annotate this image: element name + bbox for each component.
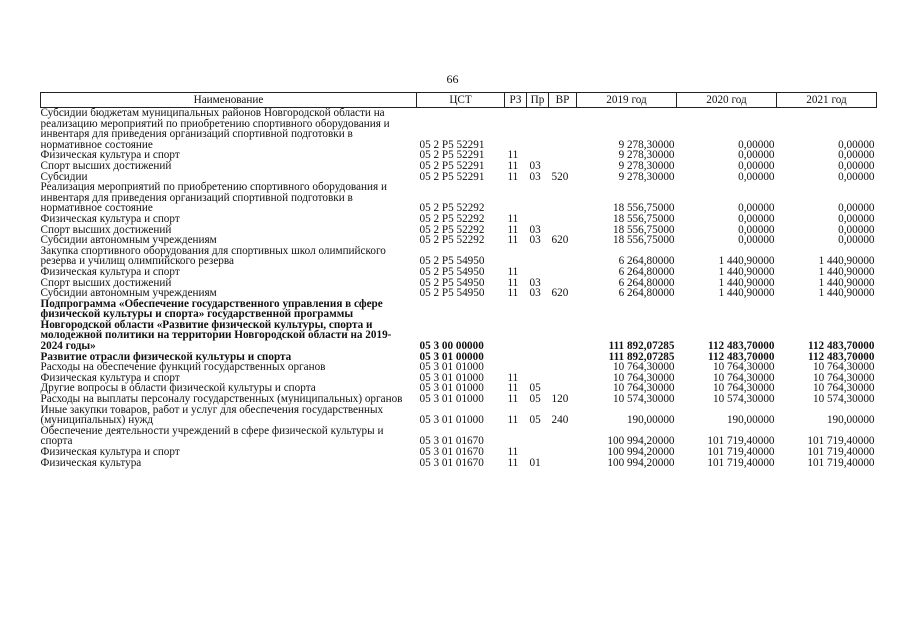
cell-cst: 05 3 01 01000	[419, 382, 484, 395]
cell-2021: 0,00000	[838, 159, 875, 172]
header-pr: Пр	[527, 93, 549, 108]
cell-name: Субсидии бюджетам муниципальных районов Новгородской области на реализацию мероприятий по приобретению спортивного оборудования и инвентаря для приведения организаций спортивной подготовки в нормативное состояние	[40, 107, 390, 151]
cell-vr	[549, 161, 577, 172]
cell-2020: 10 764,30000	[712, 371, 775, 384]
cell-2021: 0,00000	[838, 212, 875, 225]
cell-2019: 18 556,75000	[612, 202, 675, 215]
cell-name: Физическая культура	[40, 456, 142, 469]
cell-vr	[549, 426, 577, 447]
cell-2021: 10 764,30000	[812, 382, 875, 395]
cell-2020: 0,00000	[738, 149, 775, 162]
cell-pr	[527, 299, 549, 352]
cell-cst: 05 2 P5 52292	[419, 202, 485, 215]
page-number: 66	[446, 72, 459, 86]
cell-2021: 101 719,40000	[807, 456, 875, 469]
cell-2020: 10 764,30000	[712, 361, 775, 374]
cell-2021: 10 574,30000	[812, 393, 875, 406]
table-row	[41, 182, 877, 214]
cell-name: Реализация мероприятий по приобретению спортивного оборудования и инвентаря для приведения организаций спортивной подготовки в нормативное состояние	[40, 181, 387, 215]
cell-cst: 05 2 P5 52292	[419, 212, 485, 225]
cell-rz: 11	[507, 170, 519, 183]
header-2020: 2020 год	[677, 93, 777, 108]
cell-pr: 05	[529, 393, 541, 406]
cell-rz: 11	[507, 456, 519, 469]
cell-2020: 101 719,40000	[707, 446, 775, 458]
header-2021: 2021 год	[777, 93, 877, 108]
cell-2021: 190,00000	[826, 414, 875, 427]
table-row	[41, 447, 877, 458]
table-row	[41, 267, 877, 278]
cell-rz	[505, 352, 527, 363]
cell-vr	[549, 352, 577, 363]
cell-vr: 120	[551, 393, 569, 406]
cell-2020: 101 719,40000	[707, 435, 775, 448]
cell-2020: 0,00000	[738, 159, 775, 172]
cell-rz: 11	[507, 446, 519, 458]
cell-pr: 03	[529, 159, 541, 172]
table-row	[41, 426, 877, 447]
cell-rz: 11	[507, 159, 519, 172]
table-row	[41, 458, 877, 469]
cell-rz: 11	[507, 234, 519, 247]
table-row	[41, 214, 877, 225]
cell-cst: 05 2 P5 54950	[419, 255, 485, 268]
cell-pr: 03	[529, 287, 541, 300]
cell-pr: 03	[529, 170, 541, 183]
cell-pr	[527, 426, 549, 447]
cell-2020: 0,00000	[738, 234, 775, 247]
table-row	[41, 299, 877, 352]
cell-2019: 111 892,07285	[608, 340, 675, 353]
cell-name: Физическая культура и спорт	[40, 265, 180, 278]
cell-name: Физическая культура и спорт	[40, 212, 180, 225]
cell-rz: 11	[507, 223, 519, 236]
cell-2020: 101 719,40000	[707, 456, 775, 469]
cell-2019: 9 278,30000	[618, 138, 675, 151]
cell-2019: 9 278,30000	[618, 149, 675, 162]
cell-2019: 100 994,20000	[607, 456, 675, 469]
cell-2021: 10 764,30000	[812, 371, 875, 384]
cell-2021: 10 764,30000	[812, 361, 875, 374]
cell-name: Расходы на выплаты персоналу государственных (муниципальных) органов	[40, 393, 403, 406]
cell-pr: 05	[529, 414, 541, 427]
cell-name: Физическая культура и спорт	[40, 446, 180, 458]
cell-rz: 11	[507, 265, 519, 278]
cell-rz	[505, 108, 527, 151]
cell-2021: 0,00000	[838, 170, 875, 183]
cell-2019: 6 264,80000	[618, 276, 675, 289]
cell-pr	[527, 182, 549, 214]
cell-2019: 6 264,80000	[618, 255, 675, 268]
header-cst: ЦСТ	[417, 93, 505, 108]
cell-2021: 0,00000	[838, 234, 875, 247]
cell-2021: 1 440,90000	[818, 265, 875, 278]
cell-vr	[549, 108, 577, 151]
cell-2019: 18 556,75000	[612, 234, 675, 247]
cell-cst: 05 2 P5 54950	[419, 276, 485, 289]
cell-rz: 11	[507, 382, 519, 395]
cell-name: Расходы на обеспечение функций государственных органов	[40, 361, 326, 374]
cell-2020: 0,00000	[738, 212, 775, 225]
cell-2019: 10 764,30000	[612, 382, 675, 395]
cell-vr	[549, 182, 577, 214]
cell-vr	[549, 362, 577, 373]
cell-name: Иные закупки товаров, работ и услуг для обеспечения государственных (муниципальных) нужд	[40, 403, 384, 427]
table-body	[41, 108, 877, 469]
cell-pr: 03	[529, 234, 541, 247]
cell-cst: 05 2 P5 52291	[419, 138, 485, 151]
cell-2019: 9 278,30000	[618, 170, 675, 183]
cell-2020: 10 574,30000	[712, 393, 775, 406]
cell-rz: 11	[507, 371, 519, 384]
cell-rz: 11	[507, 414, 519, 427]
cell-2020: 1 440,90000	[718, 287, 775, 300]
cell-2021: 1 440,90000	[818, 287, 875, 300]
cell-name: Физическая культура и спорт	[40, 371, 180, 384]
cell-cst: 05 2 P5 52291	[419, 149, 485, 162]
cell-2019: 9 278,30000	[618, 159, 675, 172]
cell-2019: 190,00000	[626, 414, 675, 427]
cell-2019: 100 994,20000	[607, 446, 675, 458]
cell-cst: 05 3 01 01670	[419, 435, 484, 448]
cell-name: Субсидии	[40, 170, 88, 183]
cell-2019: 18 556,75000	[612, 223, 675, 236]
cell-2021: 1 440,90000	[818, 276, 875, 289]
cell-2020: 1 440,90000	[718, 276, 775, 289]
cell-2021: 0,00000	[838, 138, 875, 151]
cell-name: Подпрограмма «Обеспечение государственного управления в сфере физической культуры и спорта» государственной программы Новгородской области «Развитие физической культуры, спорта и молодежной политики на территории Новгородской области на 2019-2024 годы»	[40, 297, 392, 353]
cell-pr	[527, 352, 549, 363]
cell-2020: 112 483,70000	[707, 350, 775, 363]
cell-rz: 11	[507, 212, 519, 225]
cell-2019: 10 574,30000	[612, 393, 675, 406]
cell-pr: 03	[529, 276, 541, 289]
cell-rz	[505, 426, 527, 447]
header-2019: 2019 год	[577, 93, 677, 108]
header-vr: ВР	[549, 93, 577, 108]
cell-rz	[505, 182, 527, 214]
cell-cst: 05 2 P5 54950	[419, 265, 485, 278]
budget-table	[40, 92, 877, 468]
cell-2019: 18 556,75000	[612, 212, 675, 225]
cell-cst: 05 3 01 01000	[419, 371, 484, 384]
cell-cst: 05 3 01 01670	[419, 446, 484, 458]
cell-cst: 05 2 P5 52291	[419, 159, 485, 172]
cell-cst: 05 3 01 01000	[419, 361, 484, 374]
header-name: Наименование	[41, 93, 417, 108]
cell-pr: 05	[529, 382, 541, 395]
cell-vr	[549, 267, 577, 278]
cell-2020: 1 440,90000	[718, 265, 775, 278]
cell-name: Обеспечение деятельности учреждений в сфере физической культуры и спорта	[40, 424, 384, 448]
cell-pr: 03	[529, 223, 541, 236]
cell-vr: 620	[551, 287, 569, 300]
cell-2021: 1 440,90000	[818, 255, 875, 268]
cell-name: Закупка спортивного оборудования для спортивных школ олимпийского резерва и училищ олимпийского резерва	[40, 244, 386, 268]
cell-2020: 0,00000	[738, 138, 775, 151]
cell-2019: 10 764,30000	[612, 361, 675, 374]
cell-vr	[549, 214, 577, 225]
cell-2021: 112 483,70000	[807, 350, 875, 363]
cell-name: Спорт высших достижений	[40, 159, 172, 172]
cell-2019: 10 764,30000	[612, 371, 675, 384]
cell-rz: 11	[507, 276, 519, 289]
cell-pr	[527, 362, 549, 373]
cell-2021: 112 483,70000	[807, 340, 875, 353]
cell-vr	[549, 447, 577, 458]
cell-2020: 0,00000	[738, 202, 775, 215]
cell-cst: 05 2 P5 52292	[419, 223, 485, 236]
cell-pr	[527, 108, 549, 151]
cell-name: Субсидии автономным учреждениям	[40, 234, 217, 247]
cell-2020: 0,00000	[738, 170, 775, 183]
cell-pr	[527, 246, 549, 267]
cell-2021: 0,00000	[838, 223, 875, 236]
cell-name: Другие вопросы в области физической культуры и спорта	[40, 382, 316, 395]
header-rz: РЗ	[505, 93, 527, 108]
cell-vr	[549, 299, 577, 352]
cell-cst: 05 3 01 01670	[419, 456, 484, 469]
cell-2019: 6 264,80000	[618, 265, 675, 278]
cell-2020: 10 764,30000	[712, 382, 775, 395]
cell-2021: 0,00000	[838, 202, 875, 215]
cell-2020: 190,00000	[726, 414, 775, 427]
cell-2019: 111 892,07285	[608, 350, 675, 363]
cell-name: Развитие отрасли физической культуры и спорта	[40, 350, 292, 363]
cell-rz: 11	[507, 287, 519, 300]
cell-2021: 101 719,40000	[807, 435, 875, 448]
cell-vr	[549, 458, 577, 469]
cell-vr	[549, 373, 577, 384]
cell-vr	[549, 150, 577, 161]
cell-name: Физическая культура и спорт	[40, 149, 180, 162]
cell-cst: 05 2 P5 52292	[419, 234, 485, 247]
cell-2020: 112 483,70000	[707, 340, 775, 353]
cell-pr	[527, 447, 549, 458]
cell-pr: 01	[529, 456, 541, 469]
cell-2020: 1 440,90000	[718, 255, 775, 268]
cell-pr	[527, 214, 549, 225]
table-row	[41, 108, 877, 151]
table-header-row	[41, 93, 877, 108]
cell-pr	[527, 267, 549, 278]
cell-rz: 11	[507, 149, 519, 162]
cell-vr: 520	[551, 170, 569, 183]
table-row	[41, 246, 877, 267]
cell-rz: 11	[507, 393, 519, 406]
table-row	[41, 161, 877, 172]
cell-cst: 05 3 01 00000	[419, 350, 484, 363]
cell-vr: 240	[551, 414, 569, 427]
cell-rz	[505, 246, 527, 267]
cell-name: Спорт высших достижений	[40, 223, 172, 236]
cell-rz	[505, 299, 527, 352]
cell-2019: 100 994,20000	[607, 435, 675, 448]
cell-2021: 0,00000	[838, 149, 875, 162]
cell-name: Спорт высших достижений	[40, 276, 172, 289]
cell-2020: 0,00000	[738, 223, 775, 236]
cell-cst: 05 3 01 01000	[419, 414, 484, 427]
cell-2021: 101 719,40000	[807, 446, 875, 458]
cell-vr	[549, 246, 577, 267]
cell-cst: 05 2 P5 54950	[419, 287, 485, 300]
table-row	[41, 405, 877, 426]
cell-2019: 6 264,80000	[618, 287, 675, 300]
cell-cst: 05 2 P5 52291	[419, 170, 485, 183]
cell-vr: 620	[551, 234, 569, 247]
cell-cst: 05 3 00 00000	[419, 340, 484, 353]
cell-cst: 05 3 01 01000	[419, 393, 484, 406]
cell-name: Субсидии автономным учреждениям	[40, 287, 217, 300]
